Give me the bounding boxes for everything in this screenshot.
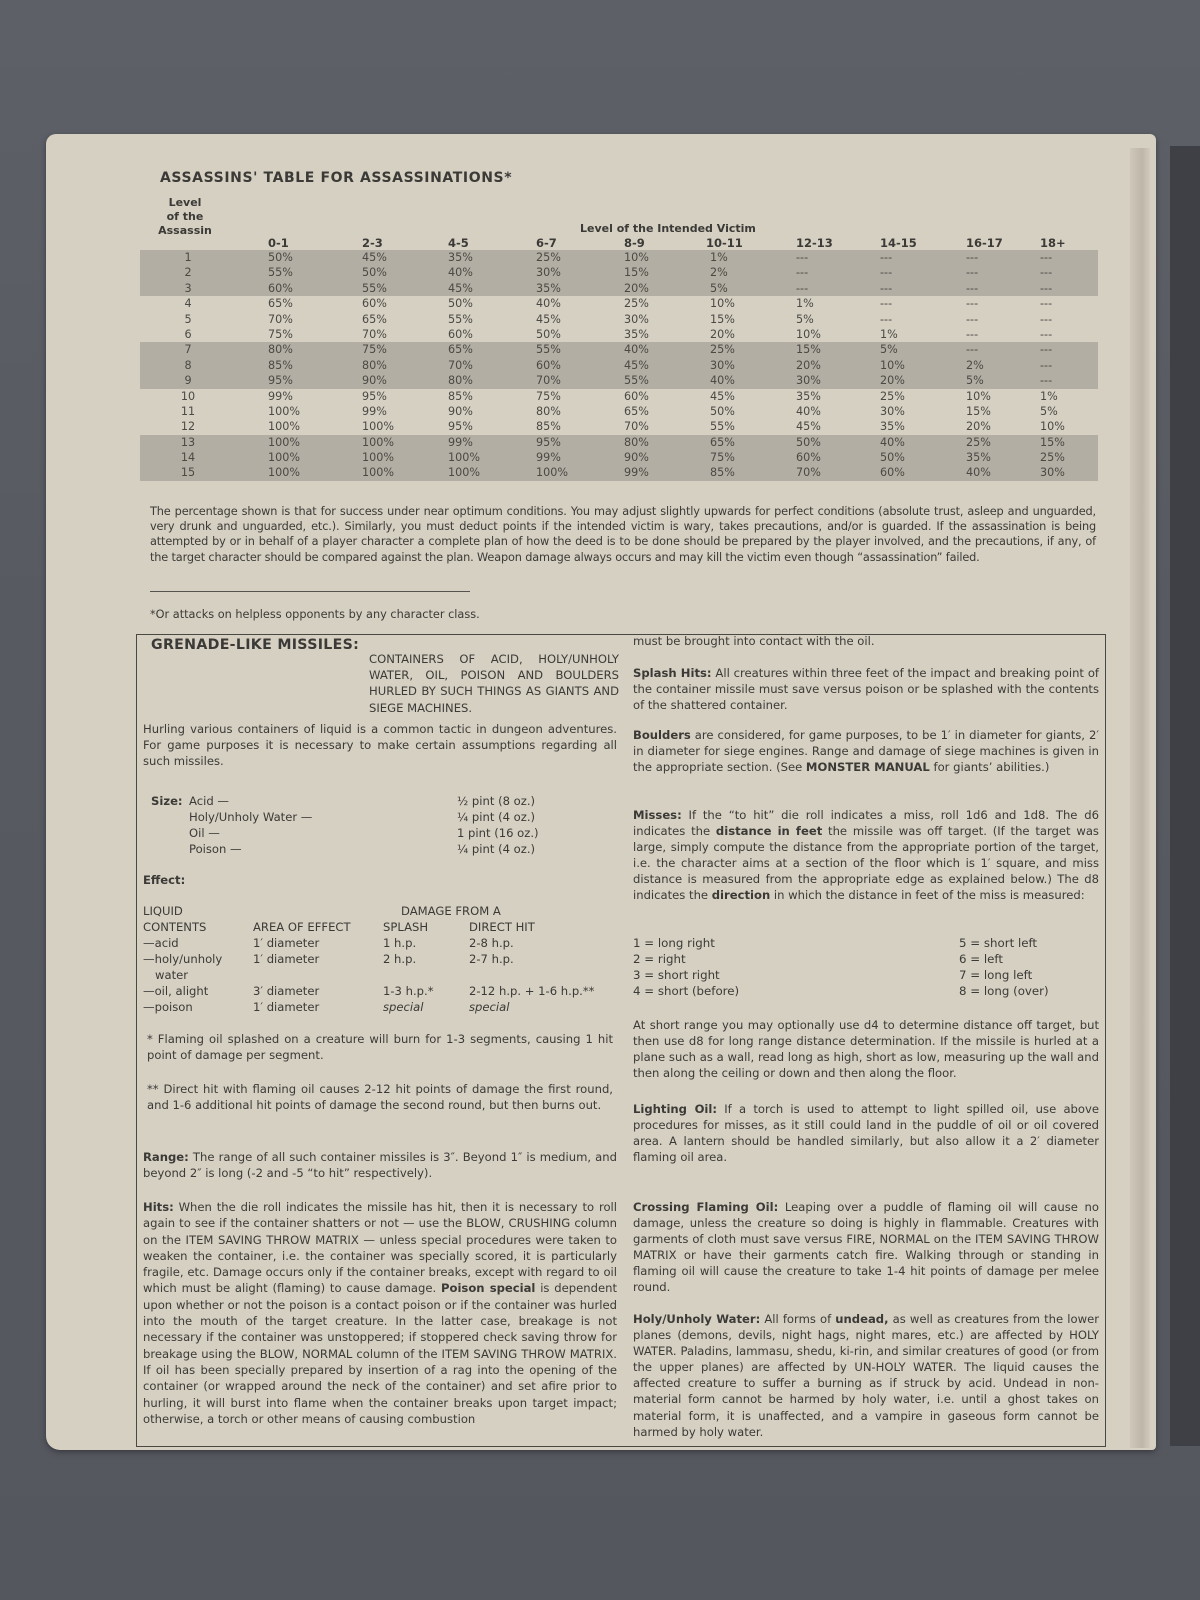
direction-item: 3 = short right [633, 968, 720, 982]
holy-water-label: Holy/Unholy Water: [633, 1312, 761, 1326]
continued-text: must be brought into contact with the oil. [633, 634, 875, 648]
success-cell: --- [1040, 251, 1053, 264]
success-cell: 50% [710, 404, 735, 418]
success-cell: 60% [448, 327, 473, 341]
table-row [140, 342, 1098, 357]
effect-header: DAMAGE FROM A [401, 904, 501, 918]
size-item-name: Oil — [189, 826, 220, 840]
boulders-text: are considered, for game purposes, to be 1′ in diameter for giants, 2′ in diameter for siege engines. Range and damage of siege machines is given in the appropriate section. (See [633, 728, 1099, 775]
effect-cell: 2-12 h.p. + 1-6 h.p.** [469, 984, 595, 998]
success-cell: --- [966, 327, 979, 341]
effect-cell: 1-3 h.p.* [383, 984, 434, 998]
success-cell: 100% [268, 420, 300, 434]
success-cell: 5% [1040, 404, 1058, 418]
hits-label: Hits: [143, 1200, 174, 1214]
holy-water-text: All forms of [760, 1312, 836, 1326]
success-cell: 2% [966, 358, 984, 372]
table-row [140, 373, 1098, 388]
success-cell: 65% [448, 343, 473, 357]
splash-hits-paragraph [633, 665, 1099, 713]
crossing-oil-label: Crossing Flaming Oil: [633, 1200, 779, 1214]
misses-label: Misses: [633, 808, 682, 822]
success-cell: 85% [536, 420, 561, 434]
success-cell: --- [880, 266, 893, 280]
success-cell: 60% [362, 297, 387, 311]
assassin-level: 10 [180, 389, 196, 403]
success-cell: 75% [536, 389, 561, 403]
success-cell: 100% [448, 451, 480, 465]
success-cell: 35% [966, 451, 991, 465]
column-headers [140, 236, 1098, 250]
success-cell: 45% [624, 358, 649, 372]
success-cell: 10% [1040, 420, 1065, 434]
table-row [140, 435, 1098, 450]
success-cell: 40% [448, 266, 473, 280]
success-cell: 65% [362, 312, 387, 326]
success-cell: 99% [448, 435, 473, 449]
success-cell: 30% [1040, 466, 1065, 480]
success-cell: 25% [710, 343, 735, 357]
success-cell: 40% [624, 343, 649, 357]
success-cell: --- [966, 281, 979, 295]
success-cell: 40% [710, 374, 735, 388]
success-cell: 100% [536, 466, 568, 480]
effect-header: LIQUID [143, 904, 183, 918]
effect-cell: 2-8 h.p. [469, 936, 514, 950]
success-cell: --- [880, 251, 893, 264]
success-cell: 100% [268, 451, 300, 465]
effect-cell: —oil, alight [143, 984, 209, 998]
size-item-amount: ¼ pint (4 oz.) [457, 810, 536, 824]
effect-cell: —acid [143, 936, 179, 950]
success-cell: 30% [536, 266, 561, 280]
footnote-direct-hit: ** Direct hit with flaming oil causes 2-12 hit points of damage the first round, and 1-6 additional hit points of damage the second round, but then burns out. [147, 1082, 613, 1112]
monster-manual-ref: MONSTER MANUAL [805, 760, 930, 775]
book-cover-edge [1170, 146, 1200, 1446]
success-cell: 35% [796, 389, 821, 403]
effect-table [143, 903, 623, 1023]
success-cell: 30% [624, 312, 649, 326]
success-cell: 5% [710, 281, 728, 295]
success-cell: 55% [624, 374, 649, 388]
success-cell: 10% [624, 251, 649, 264]
success-cell: --- [1040, 327, 1053, 341]
success-cell: --- [796, 266, 809, 280]
table-row [140, 389, 1098, 404]
splash-hits-label: Splash Hits: [633, 666, 712, 680]
column-header: 18+ [1040, 236, 1066, 250]
success-cell: 5% [966, 374, 984, 388]
assassins-table-title: ASSASSINS' TABLE FOR ASSASSINATIONS* [160, 170, 513, 186]
success-cell: 10% [966, 389, 991, 403]
assassin-level: 15 [180, 466, 196, 480]
size-item-name: Holy/Unholy Water — [189, 810, 313, 824]
success-cell: 80% [362, 358, 387, 372]
footnote-rule [150, 591, 470, 592]
misses-paragraph [633, 807, 1099, 904]
success-cell: 30% [710, 358, 735, 372]
column-header: 8-9 [624, 236, 645, 250]
row-header-line: Level [168, 196, 202, 209]
success-cell: 45% [448, 281, 473, 295]
size-item-name: Poison — [189, 842, 242, 856]
effect-cell: water [155, 968, 189, 982]
effect-cell: special [383, 1000, 424, 1014]
table-row [140, 281, 1098, 296]
boulders-text-cont: for giants’ abilities.) [929, 760, 1050, 775]
success-cell: 80% [268, 343, 293, 357]
success-cell: --- [1040, 281, 1053, 295]
success-cell: 45% [710, 389, 735, 403]
size-list [151, 793, 611, 863]
success-cell: --- [1040, 343, 1053, 357]
short-range-paragraph: At short range you may optionally use d4 to determine distance off target, but then use d8 for long range distance determination. If the missile is hurled at a plane such as a wall, read long as high, short as low, measuring up the wall and then along the ceiling or down and then along the floor. [633, 1018, 1099, 1081]
success-cell: 20% [966, 420, 991, 434]
table-row [140, 465, 1098, 480]
grenade-subtitle: CONTAINERS OF ACID, HOLY/UNHOLY WATER, OIL, POISON AND BOULDERS HURLED BY SUCH THINGS AS GIANTS AND SIEGE MACHINES. [369, 652, 619, 715]
success-cell: 20% [796, 358, 821, 372]
assassin-level: 11 [180, 404, 196, 418]
success-cell: 95% [536, 435, 561, 449]
table-row [140, 265, 1098, 280]
direction-item: 8 = long (over) [959, 984, 1049, 998]
table-row [140, 358, 1098, 373]
success-cell: 50% [448, 297, 473, 311]
success-cell: 80% [536, 404, 561, 418]
success-cell: 95% [362, 389, 387, 403]
lighting-oil-text: If a torch is used to attempt to light spilled oil, use above procedures for misses, as it still could land in the puddle of oil or oil covered area. A lantern should be handled similarly, but also allow it a 2′ diameter flaming oil area. [633, 1102, 1099, 1165]
success-cell: 35% [624, 327, 649, 341]
success-cell: 20% [880, 374, 905, 388]
success-cell: 25% [880, 389, 905, 403]
effect-cell: —holy/unholy [143, 952, 223, 966]
success-cell: 25% [1040, 451, 1065, 465]
success-cell: 45% [536, 312, 561, 326]
success-cell: 55% [536, 343, 561, 357]
success-cell: --- [880, 297, 893, 311]
success-cell: 65% [710, 435, 735, 449]
success-cell: 100% [362, 435, 394, 449]
success-cell: 45% [796, 420, 821, 434]
success-cell: 55% [448, 312, 473, 326]
success-cell: 25% [966, 435, 991, 449]
row-header-line: Assassin [158, 224, 212, 237]
footnote-flaming-oil: * Flaming oil splashed on a creature will burn for 1-3 segments, causing 1 hit point of damage per segment. [147, 1032, 613, 1062]
success-cell: --- [966, 266, 979, 280]
success-cell: 65% [268, 297, 293, 311]
effect-label: Effect: [143, 873, 186, 887]
table-body [140, 250, 1098, 481]
poison-special: Poison special [441, 1281, 536, 1296]
effect-cell: 2 h.p. [383, 952, 417, 966]
success-cell: 100% [362, 451, 394, 465]
table-row [140, 296, 1098, 311]
success-cell: 40% [966, 466, 991, 480]
holy-water-text-cont: as well as creatures from the lower planes (demons, devils, night hags, night mares, etc.) are affected by HOLY WATER. Paladins, lammasu, shedu, ki-rin, and similar creatures of good (or from the upper planes) are affected by UN-HOLY WATER. The liquid causes the affected creature to suffer a burning as if struck by acid. Undead in non-material form cannot be harmed by holy water, i.e. until a ghost takes on material form, it is unaffected, and a vampire in gaseous form cannot be harmed by holy water. [633, 1312, 1099, 1439]
success-cell: 100% [268, 435, 300, 449]
effect-cell: 3′ diameter [253, 984, 320, 998]
row-header [140, 196, 230, 238]
effect-cell: 1′ diameter [253, 1000, 320, 1014]
hits-paragraph [143, 1199, 617, 1427]
direction-term: direction [711, 888, 771, 903]
crossing-oil-paragraph [633, 1199, 1099, 1296]
success-cell: 50% [880, 451, 905, 465]
splash-hits-text: All creatures within three feet of the impact and breaking point of the container missile must save versus poison or be splashed with the contents of the shattered container. [633, 666, 1099, 713]
misses-text-end: in which the distance in feet of the miss is measured: [770, 888, 1085, 903]
lighting-oil-label: Lighting Oil: [633, 1102, 718, 1116]
success-cell: 15% [796, 343, 821, 357]
column-header: 2-3 [362, 236, 383, 250]
success-cell: --- [1040, 374, 1053, 388]
success-cell: --- [1040, 358, 1053, 372]
assassin-level: 1 [184, 251, 192, 264]
success-cell: 2% [710, 266, 728, 280]
row-header-line: of the [166, 210, 204, 223]
success-cell: 15% [1040, 435, 1065, 449]
direction-item: 4 = short (before) [633, 984, 740, 998]
success-cell: 15% [710, 312, 735, 326]
success-cell: --- [880, 281, 893, 295]
page-binding [1130, 148, 1150, 1448]
success-cell: 30% [796, 374, 821, 388]
success-cell: 60% [796, 451, 821, 465]
hits-text: When the die roll indicates the missile has hit, then it is necessary to roll again to see if the container shatters or not — use the BLOW, CRUSHING column on the ITEM SAVING THROW MATRIX — unless special procedures were taken to weaken the container, i.e. the container was specially scored, it is particularly fragile, etc. Damage occurs only if the container breaks, except with regard to oil which must be alight (flaming) to cause damage. [143, 1200, 617, 1296]
grenade-missiles-box [136, 634, 1106, 1447]
crossing-oil-text: Leaping over a puddle of flaming oil will cause no damage, unless the creature so doing is highly in flammable. Creatures with garments of cloth must save versus FIRE, NORMAL on the ITEM SAVING THROW MATRIX or have their garments catch fire. Walking through or standing in flaming oil will cause the creature to take 1-4 hit points of damage per melee round. [633, 1200, 1099, 1295]
success-cell: 60% [268, 281, 293, 295]
success-cell: 99% [268, 389, 293, 403]
success-cell: --- [796, 251, 809, 264]
undead-term: undead, [835, 1312, 889, 1326]
table-row [140, 250, 1098, 265]
success-cell: 70% [624, 420, 649, 434]
success-cell: 50% [268, 251, 293, 264]
direction-item: 6 = left [959, 952, 1003, 966]
success-cell: 70% [796, 466, 821, 480]
success-cell: 40% [796, 404, 821, 418]
success-cell: 75% [710, 451, 735, 465]
success-cell: 90% [624, 451, 649, 465]
column-header: 6-7 [536, 236, 557, 250]
assassin-level: 6 [184, 327, 192, 341]
success-cell: 100% [362, 466, 394, 480]
success-cell: 40% [536, 297, 561, 311]
success-cell: 15% [966, 404, 991, 418]
success-cell: 60% [536, 358, 561, 372]
success-cell: 35% [536, 281, 561, 295]
assassination-notes: The percentage shown is that for success under near optimum conditions. You may adjust slightly upwards for perfect conditions (absolute trust, asleep and unguarded, very drunk and unguarded, etc.). Similarly, you must deduct points if the intended victim is wary, takes precautions, and/or is guarded. If the assassination is being attempted by or in behalf of a player character a complete plan of how the deed is to be done should be prepared by the player involved, and the precautions, if any, of the target character should be compared against the plan. Weapon damage always occurs and may kill the victim even though “assassination” failed. [150, 505, 1096, 564]
success-cell: 85% [448, 389, 473, 403]
success-cell: 20% [624, 281, 649, 295]
success-cell: 95% [268, 374, 293, 388]
boulders-label: Boulders [633, 728, 691, 742]
success-cell: 25% [536, 251, 561, 264]
size-item-name: Acid — [189, 794, 229, 808]
success-cell: 80% [448, 374, 473, 388]
hits-text-cont: is dependent upon whether or not the poison is a contact poison or if the container was hurled into the mouth of the target creature. In the latter case, breakage is not necessary if the container was unstoppered; if stoppered check saving throw for breakage using the BLOW, NORMAL column of the ITEM SAVING THROW MATRIX. If oil has been specially prepared by insertion of a rag into the opening of the container (or wrapped around the neck of the container) and set afire prior to hurling, it will burst into flame when the container breaks upon target impact; otherwise, a torch or other means of causing combustion [143, 1281, 617, 1426]
success-cell: 40% [880, 435, 905, 449]
assassin-level: 7 [184, 343, 192, 357]
success-cell: 100% [268, 466, 300, 480]
grenade-intro: Hurling various containers of liquid is a common tactic in dungeon adventures. For game purposes it is necessary to make certain assumptions regarding all such missiles. [143, 722, 617, 769]
effect-cell: special [469, 1000, 510, 1014]
effect-cell: 2-7 h.p. [469, 952, 514, 966]
success-cell: 5% [796, 312, 814, 326]
success-cell: 90% [362, 374, 387, 388]
table-row [140, 312, 1098, 327]
direction-item: 2 = right [633, 952, 686, 966]
distance-in-feet: distance in feet [715, 824, 823, 839]
assassin-level: 5 [184, 312, 192, 326]
column-header: 4-5 [448, 236, 469, 250]
success-cell: 20% [710, 327, 735, 341]
assassin-level: 14 [180, 451, 196, 465]
success-cell: 70% [268, 312, 293, 326]
direction-item: 1 = long right [633, 936, 715, 950]
assassin-level: 2 [184, 266, 192, 280]
success-cell: 99% [624, 466, 649, 480]
range-label: Range: [143, 1150, 189, 1164]
assassin-level: 12 [180, 420, 196, 434]
effect-cell: 1′ diameter [253, 952, 320, 966]
success-cell: 70% [362, 327, 387, 341]
success-cell: 35% [880, 420, 905, 434]
success-cell: --- [796, 281, 809, 295]
direction-list [633, 935, 1093, 1005]
assassin-level: 13 [180, 435, 196, 449]
success-cell: 85% [268, 358, 293, 372]
assassin-level: 9 [184, 374, 192, 388]
assassin-level: 3 [184, 281, 192, 295]
column-header: 12-13 [796, 236, 833, 250]
success-cell: 50% [536, 327, 561, 341]
effect-header: AREA OF EFFECT [253, 920, 351, 934]
success-cell: 1% [880, 327, 898, 341]
success-cell: 70% [448, 358, 473, 372]
range-paragraph [143, 1149, 617, 1181]
grenade-title: GRENADE-LIKE MISSILES: [151, 637, 360, 653]
success-cell: 60% [624, 389, 649, 403]
success-cell: --- [966, 251, 979, 264]
success-cell: 1% [796, 297, 814, 311]
success-cell: --- [966, 343, 979, 357]
assassin-level: 8 [184, 358, 192, 372]
success-cell: 30% [880, 404, 905, 418]
success-cell: 55% [268, 266, 293, 280]
success-cell: 1% [710, 251, 728, 264]
direction-item: 7 = long left [959, 968, 1033, 982]
success-cell: 10% [880, 358, 905, 372]
effect-header: DIRECT HIT [469, 920, 535, 934]
direction-item: 5 = short left [959, 936, 1038, 950]
success-cell: 45% [362, 251, 387, 264]
success-cell: 75% [268, 327, 293, 341]
size-item-amount: ¼ pint (4 oz.) [457, 842, 536, 856]
success-cell: 1% [1040, 389, 1058, 403]
column-header: 14-15 [880, 236, 917, 250]
assassins-footnote: *Or attacks on helpless opponents by any character class. [150, 608, 480, 621]
column-header: 16-17 [966, 236, 1003, 250]
column-header: 0-1 [268, 236, 289, 250]
success-cell: 35% [448, 251, 473, 264]
size-label: Size: [151, 794, 183, 808]
success-cell: 55% [710, 420, 735, 434]
success-cell: 85% [710, 466, 735, 480]
success-cell: 25% [624, 297, 649, 311]
success-cell: --- [966, 297, 979, 311]
effect-header: CONTENTS [143, 920, 207, 934]
misses-text-cont: the missile was off target. (If the target was large, simply compute the distance from the appropriate portion of the target, i.e. the character aims at a section of the floor which is 1′ square, and miss distance is measured from the appropriate edge as explained below.) The d8 indicates the [633, 824, 1099, 903]
success-cell: 99% [362, 404, 387, 418]
success-cell: --- [1040, 266, 1053, 280]
success-cell: 10% [796, 327, 821, 341]
success-cell: 99% [536, 451, 561, 465]
size-item-amount: ½ pint (8 oz.) [457, 794, 536, 808]
assassin-level: 4 [184, 297, 192, 311]
table-row [140, 327, 1098, 342]
success-cell: 90% [448, 404, 473, 418]
misses-text: If the “to hit” die roll indicates a miss, roll 1d6 and 1d8. The d6 indicates the [633, 808, 1099, 839]
success-cell: 60% [880, 466, 905, 480]
success-cell: 100% [448, 466, 480, 480]
success-cell: 15% [624, 266, 649, 280]
table-row [140, 450, 1098, 465]
success-cell: --- [966, 312, 979, 326]
column-header: 10-11 [706, 236, 743, 250]
victim-level-header: Level of the Intended Victim [580, 222, 756, 235]
success-cell: 55% [362, 281, 387, 295]
success-cell: 100% [268, 404, 300, 418]
effect-header: SPLASH [383, 920, 429, 934]
success-cell: 80% [624, 435, 649, 449]
success-cell: 10% [710, 297, 735, 311]
effect-cell: —poison [143, 1000, 193, 1014]
success-cell: 95% [448, 420, 473, 434]
success-cell: --- [880, 312, 893, 326]
boulders-paragraph [633, 727, 1099, 775]
holy-water-paragraph [633, 1311, 1099, 1440]
effect-cell: 1′ diameter [253, 936, 320, 950]
size-item-amount: 1 pint (16 oz.) [457, 826, 539, 840]
success-cell: 65% [624, 404, 649, 418]
success-cell: 50% [362, 266, 387, 280]
effect-cell: 1 h.p. [383, 936, 417, 950]
success-cell: 50% [796, 435, 821, 449]
success-cell: 5% [880, 343, 898, 357]
table-row [140, 419, 1098, 434]
range-text: The range of all such container missiles is 3″. Beyond 1″ is medium, and beyond 2″ is long (-2 and -5 “to hit” respectively). [143, 1150, 617, 1181]
success-cell: 70% [536, 374, 561, 388]
table-row [140, 404, 1098, 419]
lighting-oil-paragraph [633, 1101, 1099, 1165]
success-cell: --- [1040, 297, 1053, 311]
success-cell: --- [1040, 312, 1053, 326]
success-cell: 75% [362, 343, 387, 357]
success-cell: 100% [362, 420, 394, 434]
